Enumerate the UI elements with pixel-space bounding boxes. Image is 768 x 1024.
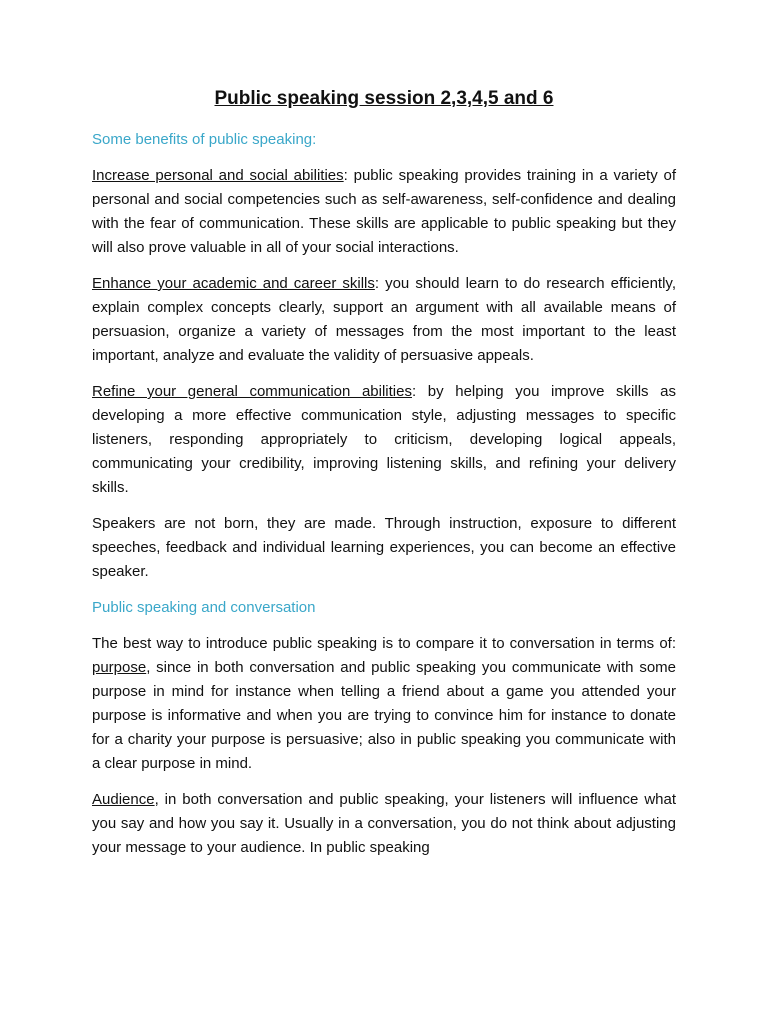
page-title: Public speaking session 2,3,4,5 and 6	[214, 88, 554, 109]
section-heading-conversation: Public speaking and conversation	[92, 599, 316, 616]
paragraph-academic-career	[92, 272, 676, 368]
paragraph-speakers	[92, 512, 676, 584]
paragraph-text: , since in both conversation and public speaking you communicate with some purpose in mind for instance when telling a friend about a game you attended your purpose is informative and when you are trying to convince him for instance to donate for a charity your purpose is persuasive; also in public speaking you communicate with a clear purpose in mind.	[92, 659, 676, 772]
paragraph-text: Speakers are not born, they are made. Through instruction, exposure to different speeches, feedback and individual learning experiences, you can become an effective speaker.	[92, 515, 676, 580]
paragraph-text: , in both conversation and public speaking, your listeners will influence what you say and how you say it. Usually in a conversation, you do not think about adjusting your message to your audience. In public speaking	[92, 791, 676, 856]
term-personal-social: Increase personal and social abilities	[92, 167, 344, 184]
paragraph-text: : you should learn to do research efficiently, explain complex concepts clearly, support an argument with all available means of persuasion, organize a variety of messages from the most important to the least important, analyze and evaluate the validity of persuasive appeals.	[92, 275, 676, 364]
paragraph-audience	[92, 788, 676, 860]
paragraph-communication	[92, 380, 676, 500]
paragraph-purpose	[92, 632, 676, 776]
term-audience: Audience	[92, 791, 155, 808]
paragraph-text: : by helping you improve skills as developing a more effective communication style, adjusting messages to specific listeners, responding appropriately to criticism, developing logical appeals, communicating your credibility, improving listening skills, and refining your delivery skills.	[92, 383, 676, 496]
term-purpose: purpose	[92, 659, 147, 676]
section-heading-benefits: Some benefits of public speaking:	[92, 131, 317, 148]
term-communication: Refine your general communication abilities	[92, 383, 412, 400]
term-academic-career: Enhance your academic and career skills	[92, 275, 375, 292]
paragraph-text: The best way to introduce public speaking is to compare it to conversation in terms of:	[92, 635, 676, 652]
paragraph-personal-social	[92, 164, 676, 260]
paragraph-text: : public speaking provides training in a variety of personal and social competencies such as self-awareness, self-confidence and dealing with the fear of communication. These skills are applicable to public speaking but they will also prove valuable in all of your social interactions.	[92, 167, 676, 256]
